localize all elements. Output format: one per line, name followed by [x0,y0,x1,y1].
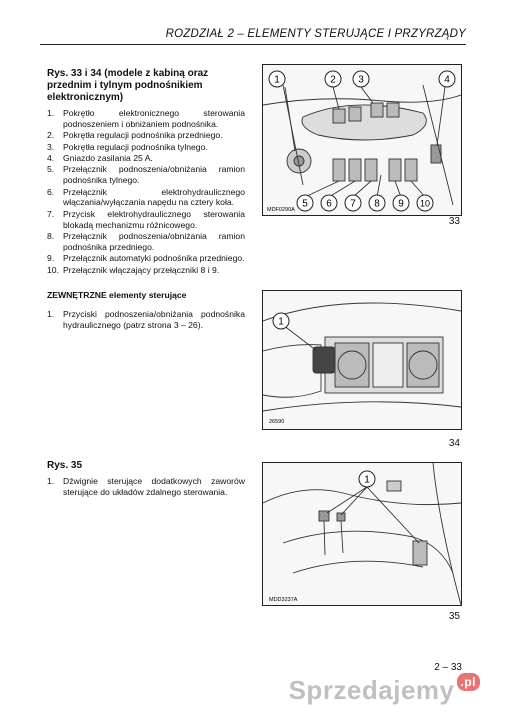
section-heading: Rys. 33 i 34 (modele z kabiną oraz przednim i tylnym podnośnikiem elektronicznym) [47,68,209,103]
callout-1: 1 [274,74,280,86]
list-item: 2. Pokrętła regulacji podnośnika przedniego. [47,130,223,141]
callout-8: 8 [374,198,380,210]
figure-code: MDF0290A [267,207,295,213]
callout-1: 1 [364,474,370,486]
fender-switch-drawing [263,291,461,429]
item-list [47,476,245,498]
callout-1: 1 [278,316,284,328]
section-heading: ZEWNĘTRZNE elementy sterujące [47,290,187,300]
item-list [47,108,245,275]
remote-valve-levers-drawing [263,463,461,605]
figure-number: 34 [448,438,460,449]
chapter-header: ROZDZIAŁ 2 – ELEMENTY STERUJĄCE I PRZYRZĄDY [165,28,466,40]
figure-code: MDD3237A [269,597,298,603]
list-item: 5. Przełącznik podnoszenia/obniżania ramion podnośnika tylnego. [47,164,245,186]
callout-4: 4 [444,74,450,86]
section-fig33-34 [47,68,245,276]
list-item: 7. Przycisk elektrohydraulicznego sterowania blokadą mechanizmu różnicowego. [47,208,245,230]
callout-10: 10 [419,198,431,209]
figure-34-illustration [262,290,462,430]
list-item: 8. Przełącznik podnoszenia/obniżania ramion podnośnika przedniego. [47,230,245,252]
header-rule [40,44,466,45]
page-number: 2 – 33 [434,662,462,673]
item-list [47,309,245,331]
figure-code: 26590 [269,419,285,425]
list-item: 6. Przełącznik elektrohydraulicznego włączania/wyłączania napędu na cztery koła. [47,186,245,208]
figure-33-illustration [262,64,462,216]
watermark-logo: Sprzedajemy $^{.pl}$ [289,675,480,706]
section-fig35 [47,460,245,498]
list-item: 10. Przełącznik włączający przełączniki 8 i 9. [47,264,220,275]
callout-7: 7 [350,198,356,210]
section-external-controls [47,290,245,331]
list-item: 1. Pokrętło elektronicznego sterowania podnoszeniem i obniżaniem podnośnika. [47,108,245,129]
list-item: 3. Pokrętła regulacji podnośnika tylnego. [47,141,208,152]
figure-number: 33 [448,216,460,227]
figure-number: 35 [448,611,460,622]
cab-console-drawing [263,65,461,215]
callout-5: 5 [302,198,308,210]
callout-2: 2 [330,74,336,86]
list-item: 1. Przyciski podnoszenia/obniżania podnośnika hydraulicznego (patrz strona 3 – 26). [47,308,245,330]
callout-6: 6 [326,198,332,210]
section-heading: Rys. 35 [47,460,83,471]
list-item: 9. Przełącznik automatyki podnośnika przedniego. [47,253,245,264]
figure-35-illustration [262,462,462,606]
list-item: 4. Gniazdo zasilania 25 A. [47,152,153,163]
callout-3: 3 [358,74,364,86]
callout-9: 9 [398,198,404,210]
list-item: 1. Dźwignie sterujące dodatkowych zaworów sterujące do układów zdalnego sterowania. [47,476,245,497]
